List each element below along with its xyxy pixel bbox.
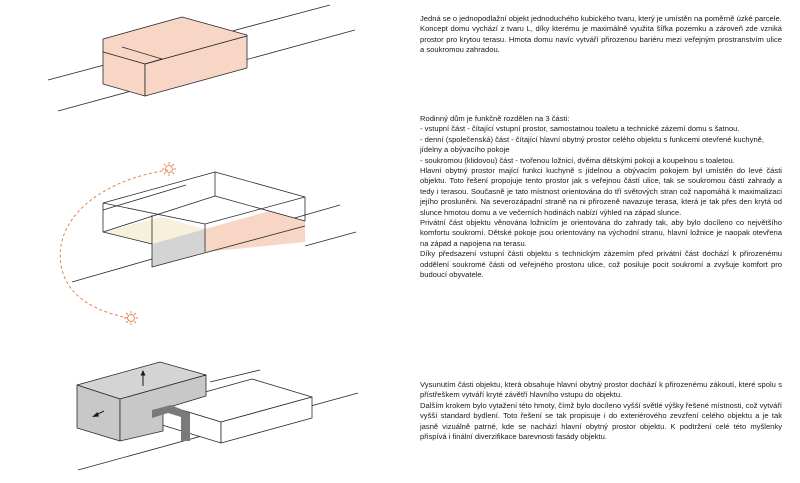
site-line <box>305 232 356 246</box>
paragraph: Díky předsazení vstupní části objektu s technickým zázemím před privátní část dochází k přirozenému oddělení soukromé části od veřejného prostoru ulice, což posiluje pocit soukromí a zvyšuje komfort pro budoucí obyvatele. <box>420 249 782 280</box>
text-block-concept <box>420 14 782 56</box>
paragraph: Dalším krokem bylo vytažení této hmoty, čímž bylo docíleno vyšší světlé výšky řešené místnosti, což vytváří vyšší standard bydlení. Toto řešení se tak propisuje i do exteriérového zevzření celého objektu a je tak jasně vizuálně patrné, kde se nachází hlavní obytný prostor objektu. K podtržení celé této myšlenky přispívá i finální diverzifikace barevnosti fasády objektu. <box>420 400 782 442</box>
paragraph: Koncept domu vychází z tvaru L, díky kterému je maximálně využita šířka pozemku a zároveň zde vzniká prostor pro krytou terasu. Hmota domu navíc vytváří přirozenou bariéru mezi veřejným prostranstvím ulice a soukromou zahradou. <box>420 24 782 55</box>
site-line <box>103 185 186 210</box>
paragraph: Vysunutím části objektu, která obsahuje hlavní obytný prostor dochází k přirozenému zákoutí, které spolu s přístřeškem vytváří kryté závětří hlavního vstupu do objektu. <box>420 380 782 400</box>
l-shape-volume-diagram <box>48 5 355 111</box>
sun-icon-end <box>124 311 138 325</box>
paragraph: Jedná se o jednopodlažní objekt jednoduchého kubického tvaru, který je umístěn na poměrně úzké parcele. <box>420 14 782 23</box>
list-item: - denní (společenská) část - čítající hlavní obytný prostor celého objektu s funkcemi otevřené kuchyně, jídelny a obývacího pokoje <box>420 134 765 155</box>
extrusion-diagram <box>77 362 358 470</box>
sun-icon-start <box>162 162 176 176</box>
paragraph: Privátní část objektu věnována ložnicím je orientována do zahrady tak, aby bylo docíleno co největšího komfortu soukromí. Dětské pokoje jsou orientovány na východní stranu, hlavní ložnice je naopak otevřena na západ a napojena na terasu. <box>420 218 782 248</box>
list-item: - soukromou (klidovou) část - tvořenou ložnicí, dvěma dětskými pokoji a koupelnou s toaletou. <box>420 155 735 165</box>
paragraph: Hlavní obytný prostor mající funkci kuchyně s jídelnou a obývacím pokojem byl umístěn do levé části objektu. Toto řešení propojuje tento prostor jak s veřejnou částí ulice, tak se soukromou částí zahrady a tedy i terasou. Současně je tato místnost orientována do tří světových stran což napomáhá k maximalizaci jejího prosluněni. Na severozápadní straně na ni přirozeně navazuje terasa, která je tak přes den krytá od slunce hmotou domu a ve večerních hodinách nabízí výhled na západ slunce. <box>420 166 782 217</box>
paragraph-intro: Rodinný dům je funkčně rozdělen na 3 části: <box>420 114 570 123</box>
text-block-massing <box>420 380 782 442</box>
text-block-zoning <box>420 114 782 281</box>
zoning-diagram <box>60 162 356 325</box>
list-item: - vstupní část - čítající vstupní prostor, samostatnou toaletu a technické zázemí domu s šatnou. <box>420 124 740 134</box>
